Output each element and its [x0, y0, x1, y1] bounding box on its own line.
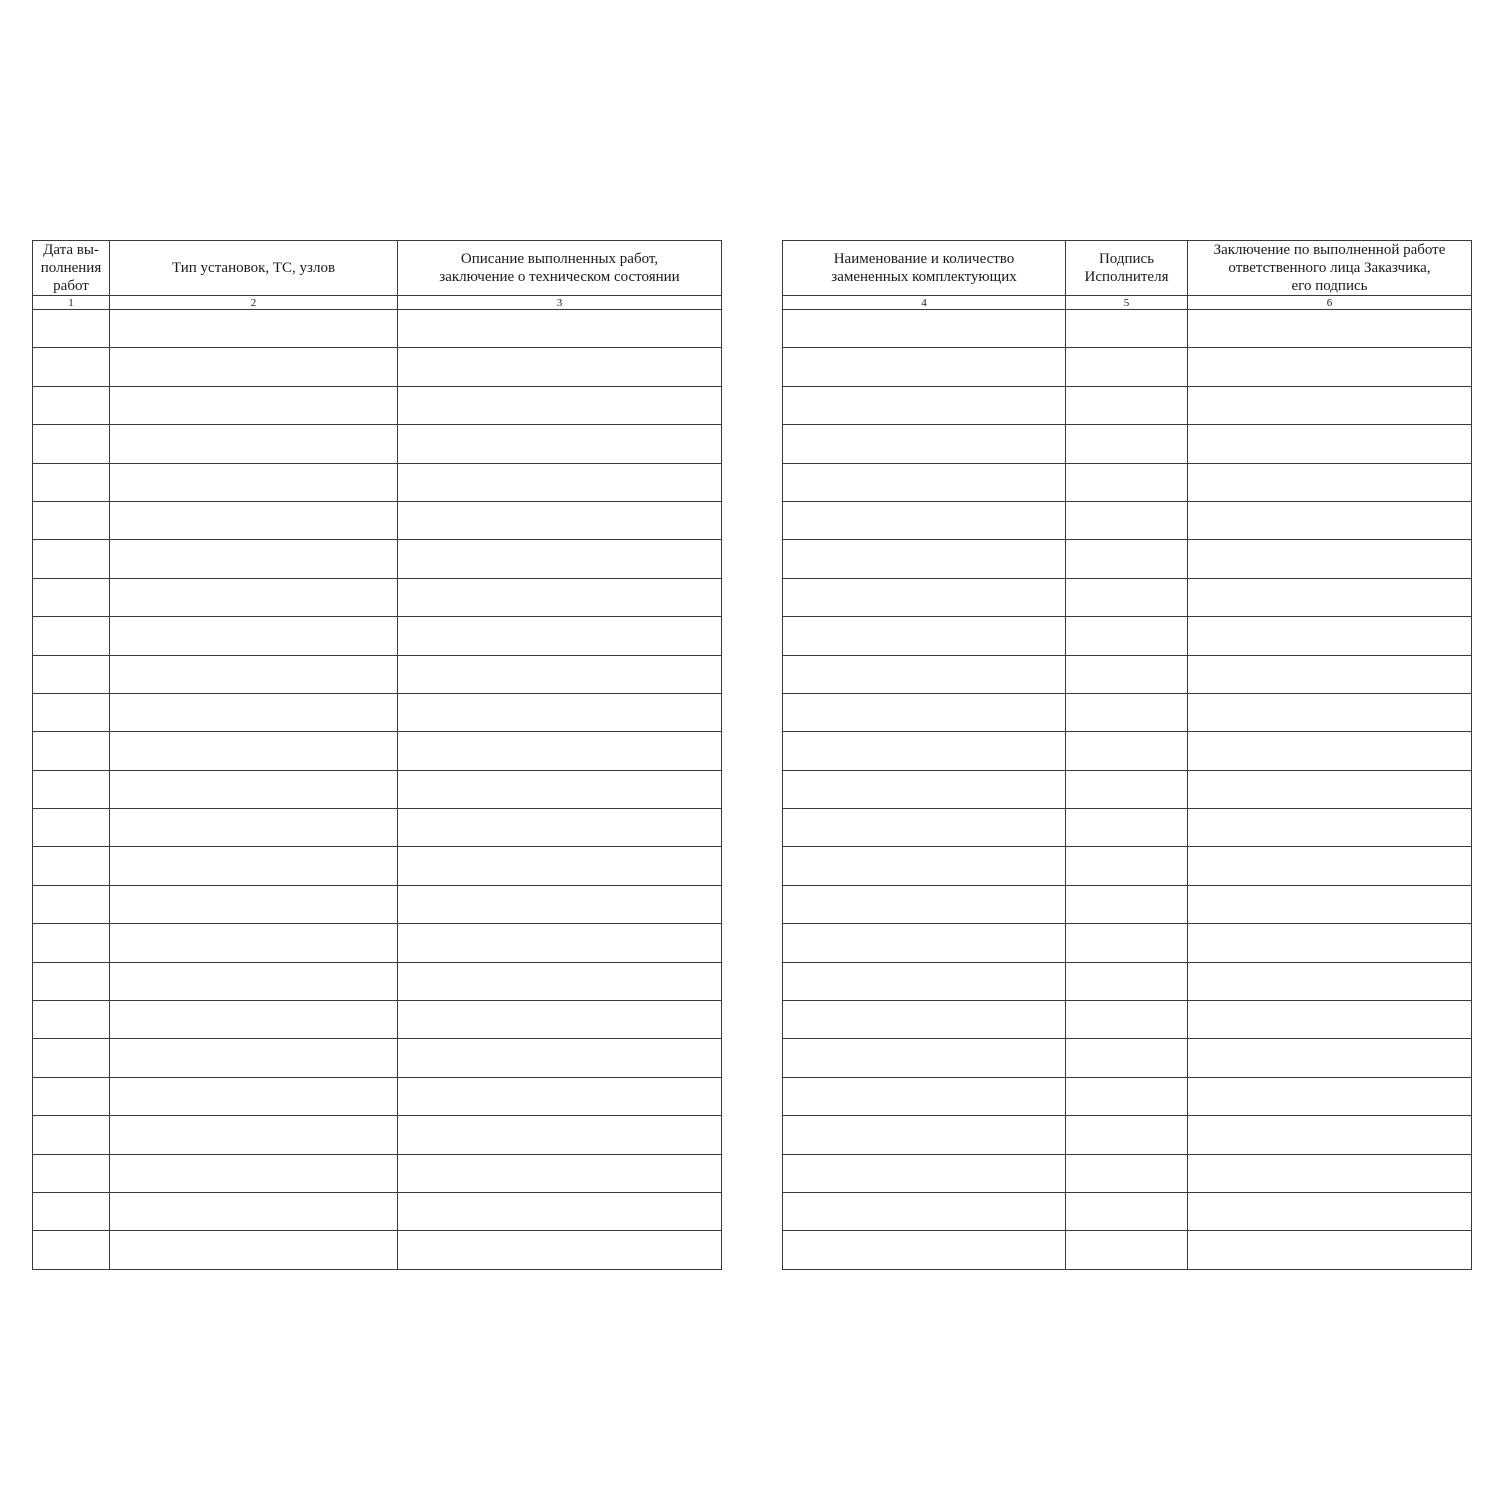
- entry-cell[interactable]: [783, 617, 1066, 655]
- entry-cell[interactable]: [398, 770, 722, 808]
- table-row: [33, 463, 722, 501]
- entry-cell[interactable]: [398, 1001, 722, 1039]
- entry-cell[interactable]: [110, 847, 398, 885]
- entry-cell[interactable]: [398, 847, 722, 885]
- entry-cell[interactable]: [110, 425, 398, 463]
- table-row: [783, 1231, 1472, 1270]
- entry-cell[interactable]: [33, 310, 110, 348]
- entry-cell[interactable]: [33, 1231, 110, 1270]
- entry-cell[interactable]: [1066, 809, 1188, 847]
- entry-cell[interactable]: [1188, 1077, 1472, 1115]
- entry-cell[interactable]: [783, 310, 1066, 348]
- table-row: [33, 809, 722, 847]
- table-row: [783, 1116, 1472, 1154]
- entry-cell[interactable]: [33, 1039, 110, 1077]
- column-header-work-description: Описание выполненных работ, заключение о техническом состоянии: [398, 241, 722, 296]
- entry-cell[interactable]: [110, 540, 398, 578]
- left-table-body: [33, 310, 722, 1270]
- entry-cell[interactable]: [783, 1077, 1066, 1115]
- entry-cell[interactable]: [783, 770, 1066, 808]
- entry-cell[interactable]: [110, 1116, 398, 1154]
- entry-cell[interactable]: [1066, 1231, 1188, 1270]
- table-row: [33, 885, 722, 923]
- entry-cell[interactable]: [398, 1192, 722, 1230]
- entry-cell[interactable]: [398, 386, 722, 424]
- entry-cell[interactable]: [783, 425, 1066, 463]
- table-row: [33, 540, 722, 578]
- entry-cell[interactable]: [110, 386, 398, 424]
- entry-cell[interactable]: [783, 1039, 1066, 1077]
- entry-cell[interactable]: [33, 1001, 110, 1039]
- entry-cell[interactable]: [1188, 1001, 1472, 1039]
- entry-cell[interactable]: [1066, 348, 1188, 386]
- entry-cell[interactable]: [783, 348, 1066, 386]
- table-row: [33, 1077, 722, 1115]
- entry-cell[interactable]: [33, 386, 110, 424]
- table-row: [783, 1039, 1472, 1077]
- right-page: [782, 240, 1471, 1270]
- table-row: [33, 1154, 722, 1192]
- table-row: [783, 847, 1472, 885]
- entry-cell[interactable]: [1188, 578, 1472, 616]
- entry-cell[interactable]: [1066, 1077, 1188, 1115]
- column-number-2: 2: [110, 296, 398, 310]
- table-row: [783, 310, 1472, 348]
- table-row: [783, 463, 1472, 501]
- column-header-equipment-type: Тип установок, ТС, узлов: [110, 241, 398, 296]
- left-journal-table: [32, 240, 722, 1270]
- table-row: [33, 1231, 722, 1270]
- entry-cell[interactable]: [1066, 655, 1188, 693]
- header-row: [33, 241, 722, 296]
- entry-cell[interactable]: [398, 809, 722, 847]
- column-number-row: [33, 296, 722, 310]
- entry-cell[interactable]: [1188, 770, 1472, 808]
- table-row: [33, 770, 722, 808]
- table-row: [33, 310, 722, 348]
- column-header-customer-conclusion: Заключение по выполненной работе ответственного лица Заказчика, его подпись: [1188, 241, 1472, 296]
- entry-cell[interactable]: [33, 540, 110, 578]
- entry-cell[interactable]: [398, 425, 722, 463]
- column-number-row: [783, 296, 1472, 310]
- entry-cell[interactable]: [1188, 1154, 1472, 1192]
- column-header-date: Дата вы- полнения работ: [33, 241, 110, 296]
- entry-cell[interactable]: [110, 885, 398, 923]
- column-number-6: 6: [1188, 296, 1472, 310]
- entry-cell[interactable]: [1066, 1001, 1188, 1039]
- entry-cell[interactable]: [398, 348, 722, 386]
- entry-cell[interactable]: [110, 1001, 398, 1039]
- entry-cell[interactable]: [1188, 924, 1472, 962]
- entry-cell[interactable]: [1188, 885, 1472, 923]
- entry-cell[interactable]: [783, 847, 1066, 885]
- table-row: [783, 386, 1472, 424]
- table-row: [783, 962, 1472, 1000]
- entry-cell[interactable]: [783, 1116, 1066, 1154]
- entry-cell[interactable]: [1066, 732, 1188, 770]
- table-row: [783, 732, 1472, 770]
- column-number-3: 3: [398, 296, 722, 310]
- column-header-executor-signature: Подпись Исполнителя: [1066, 241, 1188, 296]
- entry-cell[interactable]: [398, 501, 722, 539]
- entry-cell[interactable]: [398, 463, 722, 501]
- table-row: [783, 885, 1472, 923]
- header-row: [783, 241, 1472, 296]
- entry-cell[interactable]: [1188, 1192, 1472, 1230]
- entry-cell[interactable]: [33, 847, 110, 885]
- entry-cell[interactable]: [1066, 540, 1188, 578]
- entry-cell[interactable]: [398, 924, 722, 962]
- entry-cell[interactable]: [398, 540, 722, 578]
- entry-cell[interactable]: [33, 732, 110, 770]
- entry-cell[interactable]: [1066, 1116, 1188, 1154]
- entry-cell[interactable]: [1066, 463, 1188, 501]
- entry-cell[interactable]: [1066, 924, 1188, 962]
- table-row: [783, 1154, 1472, 1192]
- left-page: [32, 240, 721, 1270]
- right-journal-table: [782, 240, 1472, 1270]
- entry-cell[interactable]: [1066, 847, 1188, 885]
- entry-cell[interactable]: [33, 1154, 110, 1192]
- entry-cell[interactable]: [1066, 501, 1188, 539]
- entry-cell[interactable]: [110, 809, 398, 847]
- table-row: [33, 348, 722, 386]
- entry-cell[interactable]: [1188, 1116, 1472, 1154]
- entry-cell[interactable]: [398, 1039, 722, 1077]
- entry-cell[interactable]: [783, 885, 1066, 923]
- entry-cell[interactable]: [110, 655, 398, 693]
- table-row: [33, 501, 722, 539]
- entry-cell[interactable]: [1188, 962, 1472, 1000]
- entry-cell[interactable]: [1188, 693, 1472, 731]
- entry-cell[interactable]: [398, 1154, 722, 1192]
- table-row: [783, 348, 1472, 386]
- table-row: [783, 924, 1472, 962]
- entry-cell[interactable]: [398, 1116, 722, 1154]
- entry-cell[interactable]: [110, 770, 398, 808]
- entry-cell[interactable]: [398, 310, 722, 348]
- table-row: [783, 578, 1472, 616]
- entry-cell[interactable]: [783, 1001, 1066, 1039]
- entry-cell[interactable]: [1066, 693, 1188, 731]
- entry-cell[interactable]: [1066, 1192, 1188, 1230]
- entry-cell[interactable]: [783, 463, 1066, 501]
- entry-cell[interactable]: [1188, 463, 1472, 501]
- table-row: [783, 770, 1472, 808]
- entry-cell[interactable]: [1188, 1231, 1472, 1270]
- entry-cell[interactable]: [1188, 617, 1472, 655]
- entry-cell[interactable]: [110, 924, 398, 962]
- entry-cell[interactable]: [783, 578, 1066, 616]
- entry-cell[interactable]: [33, 425, 110, 463]
- entry-cell[interactable]: [1188, 540, 1472, 578]
- entry-cell[interactable]: [398, 693, 722, 731]
- entry-cell[interactable]: [33, 1077, 110, 1115]
- table-row: [783, 540, 1472, 578]
- entry-cell[interactable]: [33, 924, 110, 962]
- table-row: [33, 962, 722, 1000]
- entry-cell[interactable]: [398, 1231, 722, 1270]
- entry-cell[interactable]: [33, 578, 110, 616]
- entry-cell[interactable]: [783, 1192, 1066, 1230]
- entry-cell[interactable]: [1066, 386, 1188, 424]
- entry-cell[interactable]: [398, 962, 722, 1000]
- entry-cell[interactable]: [110, 693, 398, 731]
- table-row: [783, 1077, 1472, 1115]
- entry-cell[interactable]: [398, 617, 722, 655]
- entry-cell[interactable]: [783, 540, 1066, 578]
- table-row: [783, 1001, 1472, 1039]
- entry-cell[interactable]: [33, 809, 110, 847]
- entry-cell[interactable]: [110, 1192, 398, 1230]
- entry-cell[interactable]: [1188, 425, 1472, 463]
- entry-cell[interactable]: [33, 885, 110, 923]
- entry-cell[interactable]: [110, 1231, 398, 1270]
- entry-cell[interactable]: [1188, 348, 1472, 386]
- entry-cell[interactable]: [1188, 310, 1472, 348]
- entry-cell[interactable]: [398, 1077, 722, 1115]
- table-row: [33, 386, 722, 424]
- table-row: [783, 617, 1472, 655]
- table-row: [33, 1039, 722, 1077]
- column-number-1: 1: [33, 296, 110, 310]
- entry-cell[interactable]: [783, 962, 1066, 1000]
- entry-cell[interactable]: [783, 501, 1066, 539]
- column-number-4: 4: [783, 296, 1066, 310]
- table-row: [783, 693, 1472, 731]
- entry-cell[interactable]: [1188, 386, 1472, 424]
- entry-cell[interactable]: [33, 348, 110, 386]
- entry-cell[interactable]: [783, 732, 1066, 770]
- entry-cell[interactable]: [110, 348, 398, 386]
- entry-cell[interactable]: [33, 655, 110, 693]
- right-table-body: [783, 310, 1472, 1270]
- entry-cell[interactable]: [110, 617, 398, 655]
- entry-cell[interactable]: [1066, 962, 1188, 1000]
- table-row: [33, 578, 722, 616]
- entry-cell[interactable]: [110, 310, 398, 348]
- entry-cell[interactable]: [1066, 617, 1188, 655]
- entry-cell[interactable]: [1188, 501, 1472, 539]
- entry-cell[interactable]: [398, 732, 722, 770]
- entry-cell[interactable]: [783, 655, 1066, 693]
- entry-cell[interactable]: [33, 1116, 110, 1154]
- entry-cell[interactable]: [783, 386, 1066, 424]
- column-number-5: 5: [1066, 296, 1188, 310]
- entry-cell[interactable]: [783, 1231, 1066, 1270]
- entry-cell[interactable]: [33, 463, 110, 501]
- entry-cell[interactable]: [398, 578, 722, 616]
- entry-cell[interactable]: [1066, 1154, 1188, 1192]
- entry-cell[interactable]: [110, 962, 398, 1000]
- entry-cell[interactable]: [1188, 732, 1472, 770]
- entry-cell[interactable]: [398, 655, 722, 693]
- entry-cell[interactable]: [110, 1039, 398, 1077]
- entry-cell[interactable]: [110, 1154, 398, 1192]
- entry-cell[interactable]: [110, 732, 398, 770]
- entry-cell[interactable]: [1188, 809, 1472, 847]
- entry-cell[interactable]: [1066, 1039, 1188, 1077]
- table-row: [783, 655, 1472, 693]
- entry-cell[interactable]: [1188, 847, 1472, 885]
- entry-cell[interactable]: [1066, 885, 1188, 923]
- entry-cell[interactable]: [783, 1154, 1066, 1192]
- table-row: [783, 425, 1472, 463]
- entry-cell[interactable]: [1188, 1039, 1472, 1077]
- entry-cell[interactable]: [783, 693, 1066, 731]
- table-row: [33, 655, 722, 693]
- entry-cell[interactable]: [398, 885, 722, 923]
- table-row: [33, 1192, 722, 1230]
- table-row: [33, 847, 722, 885]
- table-row: [33, 1001, 722, 1039]
- entry-cell[interactable]: [110, 1077, 398, 1115]
- entry-cell[interactable]: [110, 501, 398, 539]
- entry-cell[interactable]: [110, 463, 398, 501]
- table-row: [33, 924, 722, 962]
- entry-cell[interactable]: [33, 617, 110, 655]
- entry-cell[interactable]: [33, 501, 110, 539]
- column-header-replaced-parts: Наименование и количество замененных комплектующих: [783, 241, 1066, 296]
- table-row: [33, 1116, 722, 1154]
- table-row: [783, 809, 1472, 847]
- entry-cell[interactable]: [33, 962, 110, 1000]
- entry-cell[interactable]: [33, 770, 110, 808]
- entry-cell[interactable]: [33, 693, 110, 731]
- entry-cell[interactable]: [783, 809, 1066, 847]
- table-row: [33, 732, 722, 770]
- entry-cell[interactable]: [1066, 425, 1188, 463]
- entry-cell[interactable]: [1066, 770, 1188, 808]
- entry-cell[interactable]: [783, 924, 1066, 962]
- entry-cell[interactable]: [1188, 655, 1472, 693]
- entry-cell[interactable]: [1066, 310, 1188, 348]
- table-row: [33, 617, 722, 655]
- entry-cell[interactable]: [110, 578, 398, 616]
- table-row: [33, 425, 722, 463]
- entry-cell[interactable]: [1066, 578, 1188, 616]
- entry-cell[interactable]: [33, 1192, 110, 1230]
- table-row: [33, 693, 722, 731]
- table-row: [783, 501, 1472, 539]
- table-row: [783, 1192, 1472, 1230]
